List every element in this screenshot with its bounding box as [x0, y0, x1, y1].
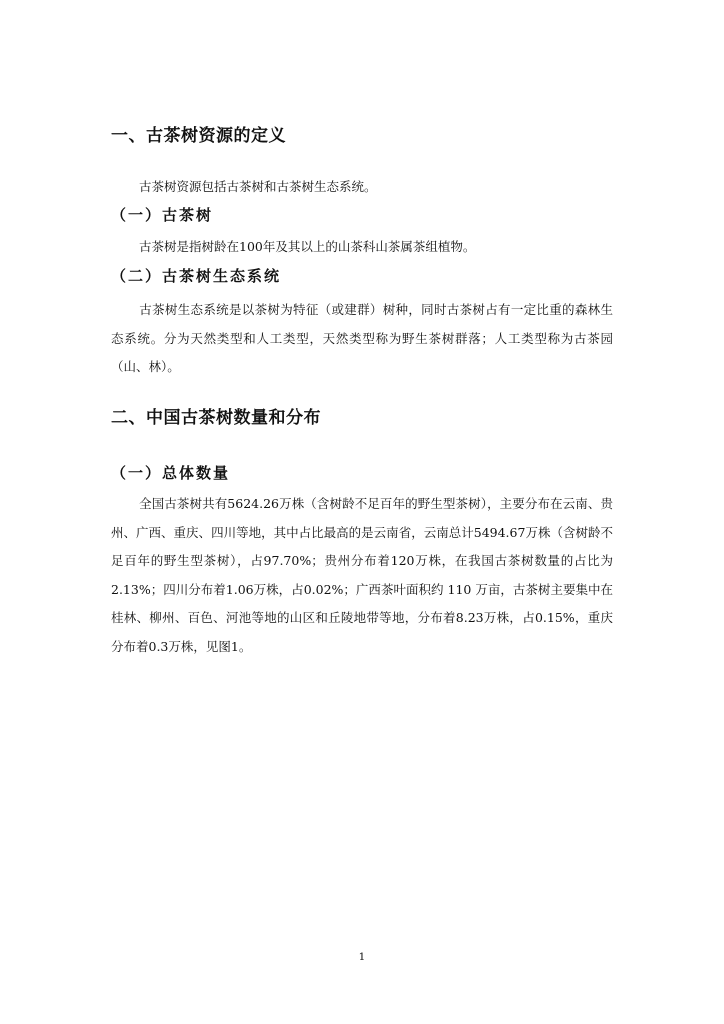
subsection-heading-ecosystem: （二）古茶树生态系统 [111, 267, 282, 285]
page-number: 1 [358, 951, 366, 963]
definition-intro-text: 古茶树资源包括古茶树和古茶树生态系统。 [139, 179, 377, 194]
total-quantity-paragraph [111, 490, 613, 661]
subsection-heading-ancient-tea-tree: （一）古茶树 [111, 206, 214, 224]
ancient-tea-tree-text: 古茶树是指树龄在100年及其以上的山茶科山茶属茶组植物。 [139, 239, 476, 254]
ancient-tea-tree-paragraph [111, 237, 613, 255]
total-quantity-text: 全国古茶树共有5624.26万株（含树龄不足百年的野生型茶树），主要分布在云南、贵州、广西、重庆、四川等地，其中占比最高的是云南省，云南总计5494.67万株（含树龄不足百年的野生型茶树），占97.70%；贵州分布着120万株，在我国古茶树数量的占比为2.13%；四川分布着1.06万株，占0.02%；广西茶叶面积约 110 万亩，古茶树主要集中在桂林、柳州、百色、河池等地的山区和丘陵地带等地，分布着8.23万株，占0.15%，重庆分布着0.3万株，见图1。 [111, 496, 613, 654]
subsection-heading-total-quantity: （一）总体数量 [111, 464, 231, 482]
definition-intro-paragraph [111, 177, 613, 195]
ecosystem-text: 古茶树生态系统是以茶树为特征（或建群）树种，同时古茶树占有一定比重的森林生态系统。分为天然类型和人工类型，天然类型称为野生茶树群落；人工类型称为古茶园（山、林）。 [111, 302, 613, 374]
section-heading-quantity-distribution: 二、中国古茶树数量和分布 [111, 408, 321, 428]
ecosystem-paragraph [111, 296, 613, 382]
section-heading-definition: 一、古茶树资源的定义 [111, 126, 286, 146]
